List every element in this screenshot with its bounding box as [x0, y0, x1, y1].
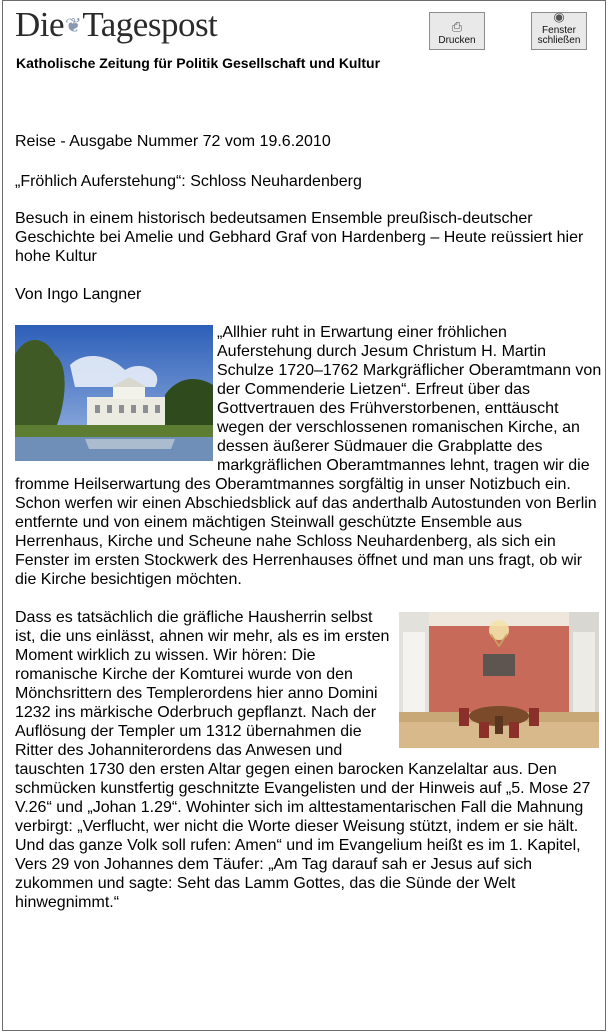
- castle-photo-graphic: [15, 325, 213, 461]
- article-paragraph-1-text: „Allhier ruht in Erwartung einer fröhlichen Auferstehung durch Jesum Christum H. Martin Schulze 1720–1762 Markgräflicher Oberamtmann von der Commenderie Lietzen“. Erfreut über das Gottvertrauen des Frühverstorbenen, enttäuscht wegen der verschlossenen romanischen Kirche, an dessen äußerer Südmauer die Grabplatte des markgräflichen Oberamtmannes lehnt, tragen wir die fromme Heilserwartung des Oberamtmannes sorgfältig in unser Notizbuch ein. Schon werfen wir einen Abschiedsblick auf das anderthalb Autostunden von Berlin entfernte und von einem mächtigen Steinwall geschützte Ensemble aus Herrenhaus, Kirche und Scheune nahe Schloss Neuhardenberg, als sich ein Fenster im ersten Stockwerk des Herrenhauses öffnet und man uns fragt, ob wir die Kirche besichtigen möchten.: [15, 324, 602, 588]
- newspaper-logo[interactable]: [15, 7, 217, 44]
- article-window: [2, 0, 606, 1031]
- tagline: Katholische Zeitung für Politik Gesellschaft und Kultur: [16, 55, 381, 71]
- eagle-icon: ❦: [65, 15, 82, 37]
- castle-photo[interactable]: [15, 325, 213, 461]
- issue-line: Reise - Ausgabe Nummer 72 vom 19.6.2010: [15, 133, 331, 150]
- logo-word-die: Die: [15, 5, 65, 44]
- close-button-label-line2: schließen: [537, 35, 581, 46]
- article-title: „Fröhlich Auferstehung“: Schloss Neuhardenberg: [15, 173, 362, 190]
- masthead: [15, 7, 217, 51]
- print-button[interactable]: [429, 12, 485, 50]
- salon-photo[interactable]: [399, 612, 599, 748]
- article-subtitle: Besuch in einem historisch bedeutsamen Ensemble preußisch-deutscher Geschichte bei Amelie und Gebhard Graf von Hardenberg – Heute reüssiert hier hohe Kultur: [15, 210, 584, 265]
- article-paragraph-2: [15, 608, 603, 912]
- article-paragraph-1: [15, 323, 603, 589]
- close-window-button[interactable]: [531, 9, 587, 50]
- close-button-label-line1: Fenster: [542, 25, 576, 36]
- article-author: Von Ingo Langner: [15, 286, 142, 303]
- article-body: [15, 132, 603, 931]
- salon-photo-graphic: [399, 612, 599, 748]
- print-button-label: Drucken: [438, 35, 476, 46]
- logo-word-tagespost: Tagespost: [82, 5, 218, 44]
- article-paragraph-2-text: Dass es tatsächlich die gräfliche Hausherrin selbst ist, die uns einlässt, ahnen wir mehr, als es im ersten Moment wirklich zu wissen. Wir hören: Die romanische Kirche der Komturei wurde von den Mönchsrittern des Templerordens hier anno Domini 1232 ins märkische Oderbruch gepflanzt. Nach der Auflösung der Templer um 1312 übernahmen die Ritter des Johanniterordens das Anwesen und tauschten 1730 den ersten Altar gegen einen barocken Kanzelaltar aus. Den schmücken kunstfertig geschnitzte Evangelisten und der Hinweis auf „5. Mose 27 V.26“ und „Johan 1.29“. Wohinter sich im alttestamentarischen Fall die Mahnung verbirgt: „Verflucht, wer nicht die Worte dieser Weisung stützt, indem er sie hält. Und das ganze Volk soll rufen: Amen“ und im Evangelium heißt es im 1. Kapitel, Vers 29 von Johannes dem Täufer: „Am Tag darauf sah er Jesus auf sich zukommen und sagte: Seht das Lamm Gottes, das die Sünde der Welt hinwegnimmt.“: [15, 609, 591, 911]
- printer-icon: ⎙: [451, 19, 463, 34]
- close-window-icon: ◉: [553, 9, 565, 24]
